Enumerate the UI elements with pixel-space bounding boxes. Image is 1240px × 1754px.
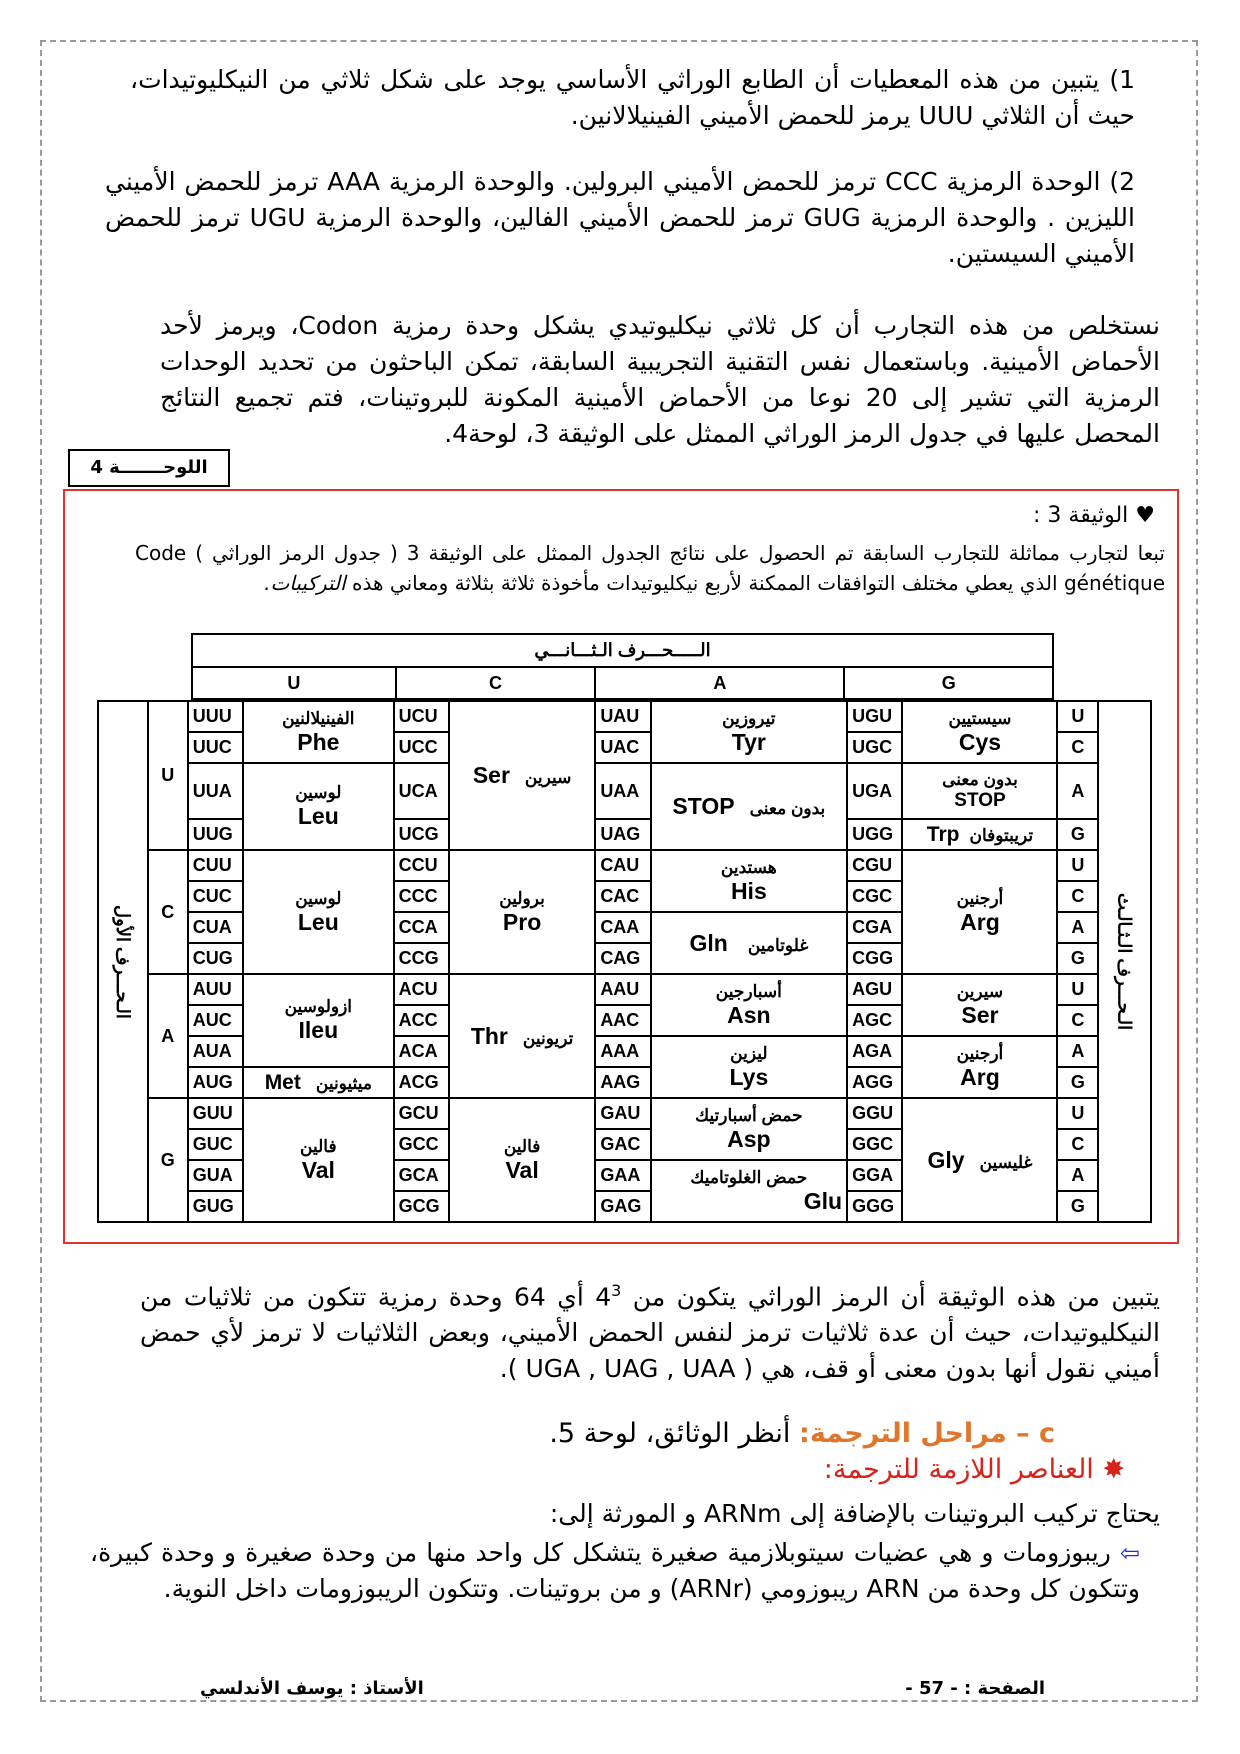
codon-GUG: GUG bbox=[188, 1191, 243, 1222]
codon-GUU: GUU bbox=[188, 1098, 243, 1129]
amino-val-2-ab: Val bbox=[505, 1156, 539, 1183]
amino-stop-1 bbox=[651, 763, 847, 850]
amino-pro-ar: برولين bbox=[499, 888, 545, 908]
amino-cys-ar: سيستيين bbox=[948, 708, 1012, 728]
codon-GGC: GGC bbox=[847, 1129, 902, 1160]
codon-GCA: GCA bbox=[394, 1160, 449, 1191]
document-description-main: تبعا لتجارب مماثلة للتجارب السابقة تم الحصول على نتائج الجدول الممثل على الوثيقة 3 ( جدول الرمز الوراثي ) Code génétique الذي يعطي مختلف التوافقات الممكنة لأربع نيكليوتيدات مأخوذة ثلاثة بثلاثة ومعاني هذه bbox=[135, 541, 1165, 595]
genetic-code-header bbox=[191, 633, 1054, 700]
codon-AUU: AUU bbox=[188, 974, 243, 1005]
amino-tyr-ab: Tyr bbox=[731, 728, 766, 755]
amino-thr-ab: Thr bbox=[470, 1022, 508, 1049]
codon-AGG: AGG bbox=[847, 1067, 902, 1098]
third-letter-C-2: C bbox=[1057, 881, 1098, 912]
codon-UCG: UCG bbox=[394, 819, 449, 850]
first-letter-U: U bbox=[148, 701, 188, 850]
amino-ser-ab: Ser bbox=[472, 762, 510, 788]
third-letter-U-4: U bbox=[1057, 1098, 1098, 1129]
amino-tyr bbox=[651, 701, 847, 763]
codon-UUC: UUC bbox=[188, 732, 243, 763]
amino-stop-2-ar: بدون معنى bbox=[942, 770, 1018, 789]
amino-gly bbox=[902, 1098, 1057, 1222]
codon-GAA: GAA bbox=[595, 1160, 650, 1191]
codon-CUC: CUC bbox=[188, 881, 243, 912]
amino-leu-2-ar: لوسين bbox=[295, 888, 342, 908]
codon-ACC: ACC bbox=[394, 1005, 449, 1036]
amino-gln-ab: Gln bbox=[689, 929, 728, 956]
codon-UUG: UUG bbox=[188, 819, 243, 850]
amino-ser-ar: سيرين bbox=[524, 768, 572, 787]
panel-label: اللوحـــــــة 4 bbox=[68, 449, 230, 487]
amino-val-2 bbox=[449, 1098, 595, 1222]
amino-leu-2 bbox=[243, 850, 394, 974]
codon-CCC: CCC bbox=[394, 881, 449, 912]
codon-AAU: AAU bbox=[595, 974, 650, 1005]
amino-stop-ar: بدون معنى bbox=[749, 799, 826, 818]
codon-GGG: GGG bbox=[847, 1191, 902, 1222]
amino-cys bbox=[902, 701, 1057, 763]
amino-phe bbox=[243, 701, 394, 763]
codon-AAA: AAA bbox=[595, 1036, 650, 1067]
codon-CCU: CCU bbox=[394, 850, 449, 881]
codon-AUG: AUG bbox=[188, 1067, 243, 1098]
amino-cys-ab: Cys bbox=[958, 728, 1002, 755]
codon-GCU: GCU bbox=[394, 1098, 449, 1129]
codon-UCU: UCU bbox=[394, 701, 449, 732]
amino-thr-ar: تريونين bbox=[522, 1028, 574, 1048]
codon-CUU: CUU bbox=[188, 850, 243, 881]
document-description-end: التركيبات. bbox=[264, 571, 346, 595]
amino-val-ab: Val bbox=[301, 1156, 335, 1183]
codon-ACG: ACG bbox=[394, 1067, 449, 1098]
codon-CGG: CGG bbox=[847, 943, 902, 974]
third-letter-A-2: A bbox=[1057, 912, 1098, 943]
amino-ileu-ar: ازولوسين bbox=[284, 997, 353, 1016]
amino-stop-2 bbox=[902, 763, 1057, 819]
codon-CAU: CAU bbox=[595, 850, 650, 881]
codon-UGG: UGG bbox=[847, 819, 902, 850]
amino-thr bbox=[449, 974, 595, 1098]
amino-asn bbox=[651, 974, 847, 1036]
codon-UAC: UAC bbox=[595, 732, 650, 763]
codon-CAG: CAG bbox=[595, 943, 650, 974]
amino-leu-ab: Leu bbox=[297, 803, 339, 829]
amino-asp-ar: حمض أسبارتيك bbox=[695, 1105, 803, 1125]
codon-UGC: UGC bbox=[847, 732, 902, 763]
paragraph-1: 1) يتبين من هذه المعطيات أن الطابع الوراثي الأساسي يوجد على شكل ثلاثي من النيكليوتيدات، حيث أن الثلاثي UUU يرمز للحمض الأميني الفينيلالانين. bbox=[130, 65, 1135, 130]
amino-arg-2-ab: Arg bbox=[960, 1063, 1000, 1090]
paragraph-2: 2) الوحدة الرمزية CCC ترمز للحمض الأميني البرولين. والوحدة الرمزية AAA ترمز للحمض الأميني الليزين . والوحدة الرمزية GUG ترمز للحمض الأميني الفالين، والوحدة الرمزية UGU ترمز للحمض الأميني السيستين. bbox=[105, 167, 1135, 268]
ribosomes-text: ريبوزومات و هي عضيات سيتوبلازمية صغيرة يتشكل كل واحد منها من وحدة صغيرة و وحدة كبيرة، وتتكون كل وحدة من ARN ريبوزومي (ARNr) و من بروتينات. وتتكون الريبوزومات داخل النوية. bbox=[90, 1538, 1140, 1603]
amino-ser bbox=[449, 701, 595, 850]
conclusion-part1: يتبين من هذه الوثيقة أن الرمز الوراثي يتكون من 4 bbox=[595, 1282, 1160, 1312]
third-letter-title: الـحـــرف الـثـالـث bbox=[1098, 701, 1151, 1222]
third-letter-A-3: A bbox=[1057, 1036, 1098, 1067]
amino-ser-2-ab: Ser bbox=[961, 1001, 999, 1028]
amino-phe-ab: Phe bbox=[297, 728, 340, 755]
third-letter-G-4: G bbox=[1057, 1191, 1098, 1222]
codon-UCA: UCA bbox=[394, 763, 449, 819]
first-letter-title: الـحـــرف الأول bbox=[98, 701, 148, 1222]
amino-his-ar: هستدين bbox=[720, 857, 777, 877]
second-letter-title: الـــــحـــرف الـثـــانـــي bbox=[192, 634, 1053, 667]
codon-CCA: CCA bbox=[394, 912, 449, 943]
amino-arg-ar: أرجنين bbox=[956, 888, 1004, 908]
section-c-heading bbox=[549, 1418, 1055, 1449]
amino-arg-1 bbox=[902, 850, 1057, 974]
codon-GUA: GUA bbox=[188, 1160, 243, 1191]
amino-pro bbox=[449, 850, 595, 974]
codon-AGC: AGC bbox=[847, 1005, 902, 1036]
codon-GCC: GCC bbox=[394, 1129, 449, 1160]
codon-UUA: UUA bbox=[188, 763, 243, 819]
third-letter-C-4: C bbox=[1057, 1129, 1098, 1160]
codon-CAA: CAA bbox=[595, 912, 650, 943]
amino-lys bbox=[651, 1036, 847, 1098]
footer-page-number: الصفحة : - 57 - bbox=[905, 1678, 1045, 1699]
codon-GUC: GUC bbox=[188, 1129, 243, 1160]
amino-val-ar: فالين bbox=[300, 1136, 337, 1156]
second-letter-G: G bbox=[844, 667, 1053, 699]
amino-val-2-ar: فالين bbox=[503, 1136, 541, 1156]
codon-GAC: GAC bbox=[595, 1129, 650, 1160]
codon-UGU: UGU bbox=[847, 701, 902, 732]
paragraph-3: نستخلص من هذه التجارب أن كل ثلاثي نيكليوتيدي يشكل وحدة رمزية Codon، ويرمز لأحد الأحماض الأمينية. وباستعمال نفس التقنية التجريبية السابقة، تمكن الباحثون من تحديد الوحدات الرمزية التي تشير إلى 20 نوعا من الأحماض الأمينية المكونة للبروتينات، فتم تجميع النتائج المحصل عليها في جدول الرمز الوراثي الممثل على الوثيقة 3، لوحة4. bbox=[160, 311, 1161, 448]
codon-GGU: GGU bbox=[847, 1098, 902, 1129]
codon-AGU: AGU bbox=[847, 974, 902, 1005]
amino-tyr-ar: تيروزين bbox=[722, 708, 776, 728]
codon-CAC: CAC bbox=[595, 881, 650, 912]
third-letter-G: G bbox=[1057, 819, 1098, 850]
amino-trp-ar: تريبتوفان bbox=[969, 825, 1034, 845]
codon-UUU: UUU bbox=[188, 701, 243, 732]
amino-gly-ab: Gly bbox=[927, 1146, 965, 1173]
footer-teacher: الأستاذ : يوسف الأندلسي bbox=[200, 1678, 424, 1699]
codon-GCG: GCG bbox=[394, 1191, 449, 1222]
second-letter-C: C bbox=[396, 667, 596, 699]
codon-UGA: UGA bbox=[847, 763, 902, 819]
amino-gln-ar: غلوتامين bbox=[747, 935, 809, 955]
codon-ACU: ACU bbox=[394, 974, 449, 1005]
third-letter-U: U bbox=[1057, 701, 1098, 732]
first-letter-G: G bbox=[148, 1098, 188, 1222]
conclusion-part2: أي 64 وحدة رمزية تتكون من ثلاثيات من النيكليوتيدات، حيث أن عدة ثلاثيات ترمز لنفس الحمض الأميني، وبعض الثلاثيات لا ترمز لأي حمض أميني نقول أنها بدون معنى أو قف، هي ( UGA , UAG , UAA ). bbox=[140, 1282, 1160, 1384]
codon-CUA: CUA bbox=[188, 912, 243, 943]
amino-his-ab: His bbox=[730, 877, 767, 904]
amino-stop-2-ab: STOP bbox=[954, 790, 1006, 811]
first-letter-A: A bbox=[148, 974, 188, 1098]
arrow-left-icon: ⇦ bbox=[1119, 1539, 1140, 1567]
amino-arg-ab: Arg bbox=[960, 908, 1000, 935]
requirements-intro: يحتاج تركيب البروتينات بالإضافة إلى ARNm و المورثة إلى: bbox=[549, 1499, 1160, 1528]
second-letter-U: U bbox=[192, 667, 396, 699]
ribosomes-paragraph bbox=[90, 1535, 1140, 1607]
first-letter-C: C bbox=[148, 850, 188, 974]
third-letter-G-3: G bbox=[1057, 1067, 1098, 1098]
third-letter-G-2: G bbox=[1057, 943, 1098, 974]
amino-leu-ar: لوسين bbox=[295, 783, 342, 802]
amino-lys-ar: ليزين bbox=[730, 1043, 768, 1063]
amino-asn-ar: أسبارجين bbox=[715, 981, 782, 1001]
amino-his bbox=[651, 850, 847, 912]
amino-ileu bbox=[243, 974, 394, 1067]
codon-CGU: CGU bbox=[847, 850, 902, 881]
amino-asp-ab: Asp bbox=[727, 1125, 771, 1152]
amino-met-ar: ميثيونين bbox=[315, 1073, 372, 1093]
codon-CCG: CCG bbox=[394, 943, 449, 974]
amino-glu-ar: حمض الغلوتاميك bbox=[690, 1167, 808, 1187]
codon-UAA: UAA bbox=[595, 763, 650, 819]
codon-CGA: CGA bbox=[847, 912, 902, 943]
amino-leu-1 bbox=[243, 763, 394, 850]
third-letter-A-4: A bbox=[1057, 1160, 1098, 1191]
amino-trp-ab: Trp bbox=[926, 822, 960, 846]
conclusion-paragraph bbox=[140, 1273, 1160, 1387]
amino-ser-2 bbox=[902, 974, 1057, 1036]
codon-UAG: UAG bbox=[595, 819, 650, 850]
amino-asn-ab: Asn bbox=[727, 1001, 771, 1028]
codon-ACA: ACA bbox=[394, 1036, 449, 1067]
codon-AAG: AAG bbox=[595, 1067, 650, 1098]
amino-leu-2-ab: Leu bbox=[297, 908, 339, 935]
amino-arg-2-ar: أرجنين bbox=[956, 1043, 1004, 1063]
codon-GAU: GAU bbox=[595, 1098, 650, 1129]
amino-glu bbox=[651, 1160, 847, 1222]
amino-arg-2 bbox=[902, 1036, 1057, 1098]
amino-gly-ar: غليسين bbox=[979, 1152, 1033, 1172]
amino-pro-ab: Pro bbox=[502, 908, 542, 935]
third-letter-C: C bbox=[1057, 732, 1098, 763]
third-letter-U-3: U bbox=[1057, 974, 1098, 1005]
codon-UAU: UAU bbox=[595, 701, 650, 732]
amino-met-ab: Met bbox=[264, 1070, 301, 1094]
amino-asp bbox=[651, 1098, 847, 1160]
amino-gln bbox=[651, 912, 847, 974]
codon-AUC: AUC bbox=[188, 1005, 243, 1036]
document-description bbox=[135, 538, 1165, 598]
amino-lys-ab: Lys bbox=[729, 1063, 769, 1090]
codon-GAG: GAG bbox=[595, 1191, 650, 1222]
third-letter-U-2: U bbox=[1057, 850, 1098, 881]
codon-AUA: AUA bbox=[188, 1036, 243, 1067]
amino-ileu-ab: Ileu bbox=[298, 1017, 339, 1043]
requirements-title: ✸ العناصر اللازمة للترجمة: bbox=[823, 1454, 1125, 1485]
codon-CGC: CGC bbox=[847, 881, 902, 912]
amino-ser-2-ar: سيرين bbox=[956, 981, 1004, 1001]
amino-trp bbox=[902, 819, 1057, 850]
codon-AGA: AGA bbox=[847, 1036, 902, 1067]
codon-UCC: UCC bbox=[394, 732, 449, 763]
document-title: ♥ الوثيقة 3 : bbox=[1033, 503, 1155, 528]
amino-met bbox=[243, 1067, 394, 1098]
codon-AAC: AAC bbox=[595, 1005, 650, 1036]
conclusion-exponent: 3 bbox=[611, 1281, 622, 1300]
amino-stop-ab: STOP bbox=[672, 793, 735, 819]
section-c-label: c – مراحل الترجمة: bbox=[799, 1418, 1055, 1449]
third-letter-C-3: C bbox=[1057, 1005, 1098, 1036]
amino-glu-ab: Glu bbox=[803, 1187, 843, 1214]
amino-val-1 bbox=[243, 1098, 394, 1222]
third-letter-A: A bbox=[1057, 763, 1098, 819]
second-letter-A: A bbox=[595, 667, 844, 699]
section-c-text: أنظر الوثائق، لوحة 5. bbox=[549, 1418, 800, 1449]
codon-GGA: GGA bbox=[847, 1160, 902, 1191]
genetic-code-table bbox=[97, 700, 1152, 1223]
amino-phe-ar: الفينيلالنين bbox=[282, 708, 355, 728]
codon-CUG: CUG bbox=[188, 943, 243, 974]
